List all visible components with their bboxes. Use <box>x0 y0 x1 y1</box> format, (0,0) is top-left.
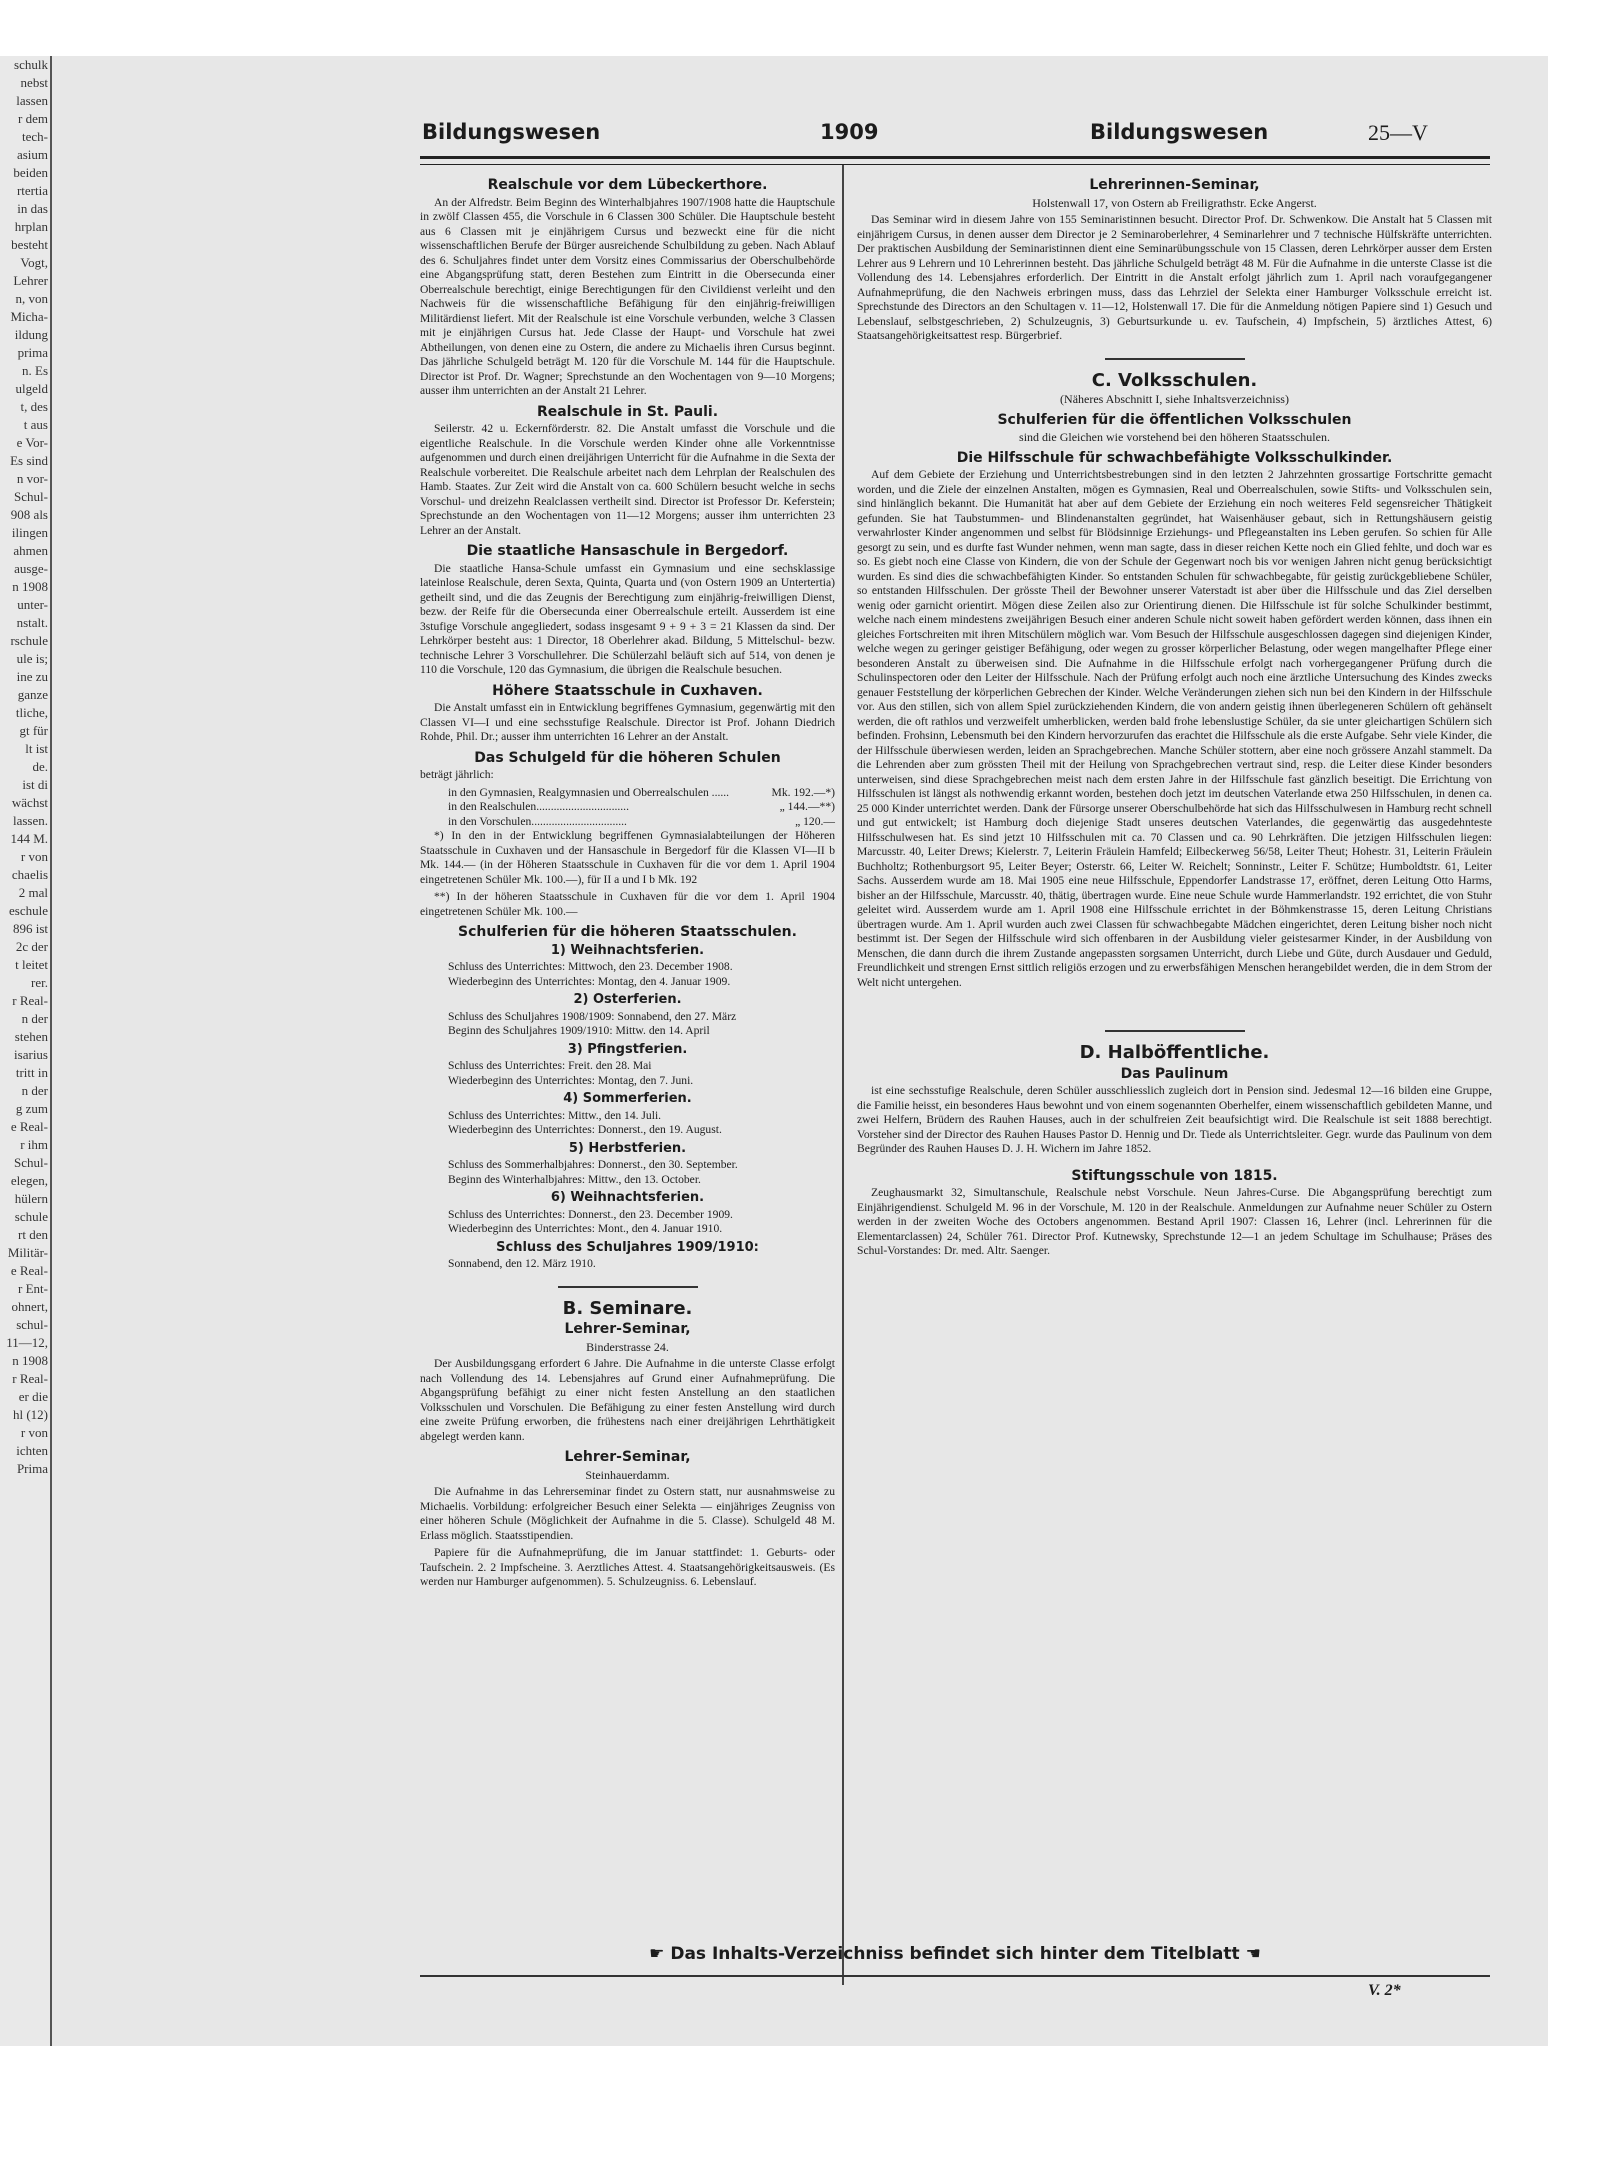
paulinum-text: ist eine sechsstufige Realschule, deren Schüler ausschliesslich zugleich dort in Pension sind. Jedesmal 12—16 bilden eine Gruppe, die Familie heisst, ein besonderes Haus bewohnt und von einem sogenannten Oberhelfer, einem wissenschaftlich gebildeten Manne, und zwei Helfern, Brüdern des Rauhen Hauses, auch in der schulfreien Zeit beaufsichtigt wird. Die Realschule ist seit 1888 berechtigt. Vorsteher sind der Director des Rauhen Hauses Pastor D. Hennig und Dr. Tiede als Unterrichtsleiter. Gegr. wurde das Paulinum von dem Begründer des Rauhen Hauses D. J. H. Wichern im Jahre 1852. <box>857 1084 1492 1155</box>
column-divider <box>842 165 844 1985</box>
header-year: 1909 <box>820 120 879 144</box>
volksschulen-heading: C. Volksschulen. <box>1091 369 1258 391</box>
strip-fragment: n der <box>21 1011 48 1026</box>
halboeffentliche-heading: D. Halböffentliche. <box>1079 1042 1270 1063</box>
strip-fragment: prima <box>17 345 48 360</box>
strip-fragment: n, von <box>15 291 48 306</box>
strip-fragment: n. Es <box>22 363 48 378</box>
holiday-date-line: Schluss des Unterrichtes: Freit. den 28. Mai <box>448 1059 652 1072</box>
strip-fragment: eschule <box>9 903 48 918</box>
seminar-paragraph: Der Ausbildungsgang erfordert 6 Jahre. Die Aufnahme in die unterste Classe erfolgt nach Vollendung des 14. Lebensjahres auf Grund einer Aufnahmeprüfung. Die Abgangsprüfung befähigt zu einer nicht festen Anstellung an den staatlichen Volksschulen und Vorschulen. Die Befähigung zu einer festen Anstellung wird durch eine zweite Prüfung erworben, die frühestens nach einer dreijährigen Lehrthätigkeit abgelegt werden kann. <box>420 1357 835 1443</box>
seminar-paragraph: Papiere für die Aufnahmeprüfung, die im Januar stattfindet: 1. Geburts- oder Taufschein. 2. 2 Impfscheine. 3. Aerztliches Attest. 4. Staatsangehörigkeitsausweis. (Es werden nur Hamburger aufgenommen). 5. Schulzeugniss. 6. Lebenslauf. <box>420 1546 835 1588</box>
right-column <box>857 172 1492 1262</box>
strip-fragment: Vogt, <box>20 255 48 270</box>
holiday-name: 6) Weihnachtsferien. <box>550 1190 705 1205</box>
strip-fragment: Schul- <box>14 1155 48 1170</box>
seminar-title: Lehrer-Seminar, <box>564 1449 691 1465</box>
header-page-number: 25—V <box>1368 120 1428 145</box>
fee-amount: „ 144.—**) <box>779 800 835 813</box>
strip-fragment: ilingen <box>11 525 48 540</box>
section-title: Die staatliche Hansaschule in Bergedorf. <box>466 543 789 559</box>
holiday-name: 4) Sommerferien. <box>563 1091 692 1106</box>
strip-fragment: 11—12, <box>6 1335 48 1350</box>
holiday-date-line: Wiederbeginn des Unterrichtes: Mont., den 4. Januar 1910. <box>448 1222 723 1235</box>
strip-fragment: e Real- <box>10 1119 48 1134</box>
strip-fragment: ausge- <box>14 561 48 576</box>
strip-fragment: ichten <box>16 1443 48 1458</box>
strip-fragment: asium <box>16 147 48 162</box>
strip-fragment: besteht <box>11 237 48 252</box>
strip-fragment: nstalt. <box>16 615 48 630</box>
strip-fragment: Es sind <box>10 453 48 468</box>
holiday-name: 2) Osterferien. <box>573 992 682 1007</box>
seminare-heading: B. Seminare. <box>562 1297 693 1319</box>
strip-fragment: t aus <box>23 417 48 432</box>
strip-fragment: e Vor- <box>16 435 48 450</box>
footer-notice <box>420 1944 1490 1964</box>
holiday-name: 3) Pfingstferien. <box>567 1041 688 1057</box>
fees-table <box>420 786 835 830</box>
section-title: Realschule in St. Pauli. <box>536 403 719 420</box>
strip-fragment: schulk <box>14 57 48 72</box>
section-paragraph: Die Anstalt umfasst ein in Entwicklung begriffenes Gymnasium, gegenwärtig mit den Classen VI—I und eine sechsstufige Realschule. Director ist Prof. Johann Diedrich Rohde, Phil. Dr.; ausser ihm unterrichten 16 Lehrer an der Anstalt. <box>420 701 835 743</box>
fee-row <box>420 800 835 815</box>
fee-footnote: **) In der höheren Staatsschule in Cuxhaven für die vor dem 1. April 1904 eingetretenen Schüler Mk. 100.— <box>420 890 835 918</box>
holiday-date-line: Beginn des Winterhalbjahres: Mittw., den 13. October. <box>448 1172 701 1186</box>
holiday-date-line: Schluss des Unterrichtes: Mittwoch, den 23. December 1908. <box>448 960 733 973</box>
holiday-date-line: Beginn des Schuljahres 1909/1910: Mittw. den 14. April <box>448 1024 710 1037</box>
holidays-title: Schulferien für die höheren Staatsschulen. <box>458 924 797 940</box>
left-column <box>420 172 835 1593</box>
strip-fragment: er die <box>18 1389 48 1404</box>
strip-fragment: n der <box>21 1083 48 1098</box>
fee-school-type: in den Vorschulen................................. <box>448 814 627 828</box>
strip-fragment: nebst <box>20 75 48 90</box>
strip-fragment: unter- <box>17 597 48 612</box>
strip-fragment: rschule <box>10 633 48 648</box>
strip-fragment: wächst <box>11 795 48 810</box>
strip-fragment: hülern <box>14 1191 48 1206</box>
seminar-address: Binderstrasse 24. <box>586 1339 669 1354</box>
fees-notes <box>420 829 835 919</box>
strip-fragment: r Real- <box>12 1371 48 1386</box>
strip-fragment: g zum <box>15 1101 48 1116</box>
strip-fragment: ule is; <box>16 651 48 666</box>
strip-fragment: n 1908 <box>12 1353 48 1368</box>
section-rule <box>1105 1030 1245 1032</box>
hilfsschule-text: Auf dem Gebiete der Erziehung und Unterrichtsbestrebungen sind in den letzten 2 Jahrzehnten grossartige Fortschritte gemacht worden, und die Ziele der einzelnen Anstalten, mögen es Gymnasien, Real und Oberrealschulen, sowie Stifts- und Volksschulen sein, sind hinlänglich bekannt. Die Humanität hat aber auf dem Gebiete der Erziehung ein noch weiteres Feld segensreicher Thätigkeit gefunden. Sie hat Taubstummen- und Blindenanstalten gegründet, hat Waisenhäuser gebaut, sich in Rettungshäusern geistig verwahrloster Kinder angenommen und selbst für Blödsinnige Erziehungs- und Pflegeanstalten ins Leben gerufen. So schien für Alle gesorgt zu sein, und es durfte fast Wunder nehmen, wenn man sagte, dass in dieser reichen Kette noch ein Glied fehlte, und doch war es so. Es giebt noch eine Classe von Kindern, die von der Schule der Gegenwart noch bis vor wenigen Jahren nicht genug berücksichtigt wurden. Es sind dies die schwachbefähigten Kinder. So entstanden Schulen für schwachbegabte, für geistig zurückgebliebene Schüler, so entstanden Hilfsschulen. Der grösste Theil der Bewohner unserer Vaterstadt ist aber über die Hilfsschule und das Ziel derselben wenig oder garnicht orientirt. Mögen diese Zeilen also zur Orientirung dienen. Die Hilfsschule ist für solche Schulkinder bestimmt, welche nach einem mindestens zweijährigen Besuch einer anderen Schule nicht soweit haben gefördert werden können, dass ihnen ein gleiches Fortschreiten mit ihren Mitschülern möglich war. Vom Besuch der Hilfsschule ausgeschlossen dagegen sind diejenigen Kinder, welche wegen zu geringer geistiger Befähigung, oder wegen zu grosser körperlicher Belastung, oder wegen mangelhafter Pflege einer besonderen Anstalt zu überweisen sind. Die Aufnahme in die Hilfsschule erfolgt nach vorhergegangener Prüfung durch die Schulinspectoren oder den Leiter der Hilfsschule. Nach der Prüfung erfolgt auch noch eine ärztliche Untersuchung des Kindes zwecks genauer Feststellung der körperlichen Gebrechen der Kinder. Welche Veränderungen ziehen sich nun bei den Kindern in der Hilfsschule vor. Aus den stillen, sich von allem Spiel zurückziehenden Kindern, die von andern geistig ihnen überlegeneren Schülern oft gehänselt werden, die oft rathlos und verzweifelt umherblicken, werden bald frohe lebenslustige Schüler, da sie unter gleichartigen Schülern sich befinden. Frohsinn, Lebensmuth bei den Kindern hervorzurufen das erachtet die Hilfsschule als die erste Aufgabe. Sehr viele Kinder, die der Hilfsschule überwiesen werden, leiden an Sprachgebrechen. Manche Schüler stottern, aber eine noch grössere Anzahl stammelt. Da die Lehrenden aber zum grössten Theil mit der Heilung von Sprachgebrechen vertraut sind, resp. die Leiter diese Kinder besonders unterweisen, sind diese Sprachgebrechen meist nach dem ersten Jahre in der Hilfsschule fast gänzlich beseitigt. Die Errichtung von Hilfsschulen ist längst als nothwendig erkannt worden, bestehen doch jetzt im deutschen Vaterlande etwa 250 Hilfsschulen, in denen ca. 25 000 Kinder unterrichtet werden. Dank der Fürsorge unserer Oberschulbehörde hat sich das Hilfsschulwesen in Hamburg recht schnell und gut entwickelt; ist Hamburg doch diejenige Stadt unseres deutschen Vaterlandes, die gegenwärtig das ausgedehnteste Hilfsschulwesen hat. Es sind jetzt 10 Hilfsschulen mit ca. 70 Classen und ca. 90 Lehrkräften. Die jetzigen Hilfsschulen liegen: Marcusstr. 40, Leiter Drews; Kielerstr. 7, Leiterin Fräulein Hamfeld; Eilbeckerweg 56/58, Leiter Theut; Hohestr. 31, Leiterin Fräulein Buchholtz; Rothenburgsort 95, Leiter Beyer; Osterstr. 66, Leiter W. Reichelt; Sonninstr., Leiter F. Schütze; Humboldtstr. 61, Leiter Sachs. Ausserdem wurde am 18. Mai 1905 eine neue Hilfsschule, Eppendorfer Landstrasse 17, eröffnet, deren Leitung Otto Harms, bisher an der Hilfsschule, Marcusstr. 40, thätig, übertragen wurde. Eine neue Schule wurde Hammerlandstr. 192 errichtet, die von Stuhr geleitet wird. Ausserdem wurde am 1. April 1908 eine Hilfsschule errichtet in der Böhmkenstrasse 15, deren Leitung Christians übertragen wurde. Am 1. April wurden auch zwei Classen für schwachbegabte Mädchen eingerichtet, deren Leitung bisher noch nicht bestimmt ist. Der Segen der Hilfsschule wird sich offenbaren in der Ausbildung vieler geistesarmer Kinder, in der Ausbildung von Menschen, die dann durch die ihrem Zustande angepassten sorgsamen Unterricht, durch Liebe und Güte, durch Ausdauer und Geduld, Freundlichkeit und strengen Ernst sittlich religiös erzogen und zu erwerbsfähigen Menschen herangebildet werden, die in dem Strom der Welt nicht untergehen. <box>857 468 1492 989</box>
strip-fragment: lt ist <box>25 741 48 756</box>
strip-fragment: r Real- <box>12 993 48 1008</box>
lehrerinnen-address: Holstenwall 17, von Ostern ab Freiligrathstr. Ecke Angerst. <box>1032 195 1317 210</box>
strip-fragment: rtertia <box>16 183 48 198</box>
fee-row <box>420 786 835 801</box>
strip-fragment: de. <box>32 759 48 774</box>
strip-fragment: 2c der <box>15 939 48 954</box>
strip-fragment: ist di <box>22 777 48 792</box>
section-rule <box>558 1286 698 1288</box>
strip-fragment: tech- <box>22 129 48 144</box>
strip-fragment: r dem <box>18 111 48 126</box>
strip-fragment: 908 als <box>10 507 48 522</box>
section-paragraph: Seilerstr. 42 u. Eckernförderstr. 82. Die Anstalt umfasst die Vorschule und die eigentliche Realschule. In die Vorschule werden Kinder ohne alle Vorkenntnisse aufgenommen und durch einen dreijährigen Unterricht für die Aufnahme in die Sexta der Realschule vorbereitet. Die Realschule arbeitet nach dem Lehrplan der Realschulen des Hamb. Staates. Zur Zeit wird die Anstalt von ca. 600 Schülern besucht welche in sechs Vorschul- und dreizehn Realclassen vertheilt sind. Director ist Professor Dr. Keferstein; Sprechstunde an den Wochentagen von 11—12 Morgens; ausser ihm unterrichten 23 Lehrer an der Anstalt. <box>420 422 835 537</box>
strip-fragment: rer. <box>31 975 48 990</box>
strip-fragment: ganze <box>17 687 48 702</box>
strip-fragment: r Ent- <box>18 1281 48 1296</box>
section-title: Höhere Staatsschule in Cuxhaven. <box>492 682 763 699</box>
section-rule <box>1105 358 1245 360</box>
holidays-list <box>420 944 835 1237</box>
strip-fragment: ohnert, <box>11 1299 48 1314</box>
holiday-name: 1) Weihnachtsferien. <box>550 942 705 958</box>
strip-fragment: ildung <box>14 327 48 342</box>
strip-fragment: stehen <box>14 1029 48 1044</box>
seminare-list <box>420 1322 835 1590</box>
left-page-strip <box>0 56 52 2046</box>
fee-amount: „ 120.— <box>795 814 835 828</box>
strip-fragment: elegen, <box>10 1173 48 1188</box>
strip-fragment: gt für <box>19 723 48 738</box>
stiftungsschule-title: Stiftungsschule von 1815. <box>1071 1167 1278 1184</box>
holiday-date-line: Wiederbeginn des Unterrichtes: Donnerst., den 19. August. <box>448 1123 722 1136</box>
strip-fragment: hrplan <box>14 219 48 234</box>
holiday-date-line: Wiederbeginn des Unterrichtes: Montag, den 7. Juni. <box>448 1073 694 1087</box>
header-rule <box>420 156 1490 165</box>
strip-fragment: beiden <box>13 165 48 180</box>
strip-fragment: e Real- <box>10 1263 48 1278</box>
strip-fragment: r ihm <box>20 1137 48 1152</box>
holiday-name: 5) Herbstferien. <box>568 1140 687 1156</box>
header-right-title: Bildungswesen <box>1090 120 1269 144</box>
strip-fragment: ulgeld <box>15 381 48 396</box>
holiday-date-line: Schluss des Sommerhalbjahres: Donnerst., den 30. September. <box>448 1158 738 1171</box>
strip-fragment: 144 M. <box>10 831 48 846</box>
section-paragraph: Die staatliche Hansa-Schule umfasst ein Gymnasium und eine sechsklassige lateinlose Realschule, deren Sexta, Quinta, Quarta und (von Ostern 1909 an Untertertia) getheilt sind, und die das Zeugnis der Berechtigung zum einjährig-freiwilligen Dienst, bezw. der Reife für die Obersecunda einer Oberrealschule erteilt. Ausserdem ist eine 3stufige Vorschule angegliedert, sodass insgesamt 9 + 9 + 3 = 21 Klassen da sind. Der Lehrkörper besteht aus: 1 Director, 18 Oberlehrer akad. Bildung, 5 Mittelschul- bezw. technische Lehrer 3 Vorschullehrer. Die Schülerzahl beläuft sich auf 514, von denen je 110 die Vorschule, 120 das Gymnasium, die übrigen die Realschule besuchen. <box>420 561 835 676</box>
strip-fragment: rt den <box>18 1227 48 1242</box>
realschulen-sections <box>420 178 835 745</box>
fee-school-type: in den Realschulen................................ <box>448 800 629 813</box>
strip-fragment: chaelis <box>11 867 48 882</box>
section-title: Realschule vor dem Lübeckerthore. <box>487 177 768 193</box>
strip-fragment: ine zu <box>16 669 48 684</box>
holiday-date-line: Schluss des Schuljahres 1908/1909: Sonnabend, den 27. März <box>448 1009 737 1023</box>
strip-fragment: Lehrer <box>13 273 48 288</box>
fee-amount: Mk. 192.—*) <box>771 785 835 799</box>
volksschulen-note: (Näheres Abschnitt I, siehe Inhaltsverzeichniss) <box>1060 392 1289 406</box>
strip-fragment: Schul- <box>14 489 48 504</box>
hilfsschule-title: Die Hilfsschule für schwachbefähigte Volksschulkinder. <box>956 449 1393 466</box>
strip-fragment: lassen <box>16 93 48 108</box>
strip-fragment: tritt in <box>15 1065 48 1080</box>
page-marker: V. 2* <box>1368 1982 1401 1999</box>
stiftungsschule-text: Zeughausmarkt 32, Simultanschule, Realschule nebst Vorschule. Neun Jahres-Curse. Die Abgangsprüfung berechtigt zum Einjährigendienst. Schulgeld M. 96 in der Vorschule, M. 120 in der Realschule. Anmeldungen zur Aufnahme neuer Schüler zu Ostern werden in der zweiten Woche des Octobers angenommen. Bestand April 1907: Classen 16, Lehrer (incl. Lehrerinnen für die Elementarclassen) 24, Schüler 761. Director Prof. Kutnewsky, Sprechstunde 12—1 an jedem Schultage im Schulhause; Präses des Schul-Vorstandes: Dr. med. Altr. Saenger. <box>857 1186 1492 1257</box>
seminar-paragraph: Die Aufnahme in das Lehrerseminar findet zu Ostern statt, nur ausnahmsweise zu Michaelis. Vorbildung: erfolgreicher Besuch einer Selekta — einjähriges Zeugniss von einer höheren Schule (Möglichkeit der Aufnahme in die 5. Classe). Schulgeld 48 M. Erlass möglich. Staatsstipendien. <box>420 1485 835 1542</box>
holiday-date-line: Schluss des Unterrichtes: Mittw., den 14. Juli. <box>448 1108 662 1122</box>
strip-fragment: schule <box>14 1209 48 1224</box>
strip-fragment: Prima <box>16 1461 48 1476</box>
school-year-end-title: Schluss des Schuljahres 1909/1910: <box>496 1239 759 1255</box>
seminar-title: Lehrer-Seminar, <box>564 1321 691 1337</box>
strip-fragment: schul- <box>16 1317 48 1332</box>
section-paragraph: An der Alfredstr. Beim Beginn des Winterhalbjahres 1907/1908 hatte die Hauptschule in zwölf Classen 455, die Vorschule in 6 Classen 300 Schüler. Die Hauptschule besteht aus 6 Classen mit je einjährigem Cursus und bezweckt eine für die nicht wissenschaftlichen Berufe der Bürger ausreichende Schulbildung zu geben. Nach Ablauf des 6. Schuljahres findet unter dem Vorsitz eines Commissarius der Oberschulbehörde eine Abgangsprüfung statt, deren Bestehen zum Eintritt in die Obersecunda einer Oberrealschule berechtigt, einige Berechtigungen für den Civildienst verleiht und den Nachweis für die wissenschaftliche Befähigung für den einjährig-freiwilligen Militärdienst liefert. Mit der Realschule ist eine Vorschule verbunden, welche 3 Classen mit je einjährigen Cursus hat. Jede Classe der Haupt- und Vorschule hat zwei Abtheilungen, von denen eine zu Ostern, die andere zu Michaelis ihren Cursus beginnt. Das jährliche Schulgeld beträgt M. 120 für die Vorschule M. 144 für die Hauptschule. Director ist Prof. Dr. Wagner; Sprechstunde an den Wochentagen von 9—10 Morgens; ausser ihm unterrichten an der Anstalt 21 Lehrer. <box>420 195 835 397</box>
strip-fragment: t, des <box>20 399 48 414</box>
fee-footnote: *) In den in der Entwicklung begriffenen Gymnasialabteilungen der Höheren Staatsschule in Cuxhaven und der Hansaschule in Bergedorf für die Klassen VI—II b Mk. 144.— (in der Höheren Staatsschule in Cuxhaven für die vor dem 1. April 1904 eingetretenen Schüler Mk. 100.—), für II a und I b Mk. 192 <box>420 829 835 886</box>
strip-fragment: lassen. <box>12 813 48 828</box>
strip-fragment: hl (12) <box>12 1407 48 1422</box>
fees-intro: beträgt jährlich: <box>420 768 494 781</box>
strip-fragment: tliche, <box>15 705 48 720</box>
holiday-date-line: Schluss des Unterrichtes: Donnerst., den 23. December 1909. <box>448 1207 733 1221</box>
strip-fragment: r von <box>20 849 48 864</box>
school-year-end-date: Sonnabend, den 12. März 1910. <box>448 1257 596 1270</box>
strip-fragment: n vor- <box>16 471 48 486</box>
strip-fragment: r von <box>20 1425 48 1440</box>
strip-fragment: 2 mal <box>18 885 48 900</box>
fee-school-type: in den Gymnasien, Realgymnasien und Oberrealschulen ...... <box>448 785 730 799</box>
strip-fragment: t leitet <box>15 957 48 972</box>
seminar-address: Steinhauerdamm. <box>585 1467 670 1482</box>
page-header <box>420 120 1490 150</box>
lehrerinnen-title: Lehrerinnen-Seminar, <box>1089 177 1260 193</box>
paulinum-title: Das Paulinum <box>1120 1065 1229 1082</box>
fee-row <box>420 815 835 830</box>
strip-fragment: 896 ist <box>12 921 48 936</box>
lehrerinnen-text: Das Seminar wird in diesem Jahre von 155 Seminaristinnen besucht. Director Prof. Dr. Schwenkow. Die Anstalt hat 5 Classen mit einjährigem Cursus, in denen ausser dem Director je 2 Seminaroberlehrer, 4 Seminarlehrer und 7 technische Hülfskräfte unterrichten. Der praktischen Ausbildung der Seminaristinnen dient eine Seminarübungsschule von 15 Classen, deren Lehrkörper ausser dem Ersten Lehrer aus 9 Lehrern und 10 Lehrerinnen besteht. Das jährliche Schulgeld beträgt 48 M. Für die Aufnahme in die unterste Classe ist die Vollendung des 14. Lebensjahres erforderlich. Der Eintritt in die Anstalt erfolgt jährlich zum 1. April nach voraufgegangener Aufnahmeprüfung, die den Nachweis erbringen muss, dass das Lehrziel der Selekta einer Hamburger Volksschule erreicht ist. Sprechstunde des Directors an den Schultagen v. 11—12, Holstenwall 17. Die für die Anmeldung nötigen Papiere sind 1) Gesuch und Lebenslauf, selbstgeschrieben, 2) Schulzeugnis, 3) Geburtsurkunde u. ev. Taufschein, 4) Impfschein, 5) ärztliches Attest, 6) Staatsangehörigkeitsattest resp. Bürgerbrief. <box>857 213 1492 342</box>
volksschulen-ferien-text: sind die Gleichen wie vorstehend bei den höheren Staatsschulen. <box>1019 430 1330 444</box>
strip-fragment: in das <box>17 201 48 216</box>
strip-fragment: ahmen <box>13 543 48 558</box>
header-left-title: Bildungswesen <box>422 120 601 144</box>
strip-fragment: Militär- <box>7 1245 48 1260</box>
strip-fragment: n 1908 <box>12 579 48 594</box>
pointing-hand-left-icon: ☚ <box>1245 1944 1261 1964</box>
holiday-date-line: Wiederbeginn des Unterrichtes: Montag, den 4. Januar 1909. <box>448 974 731 988</box>
footer-rule <box>420 1975 1490 1977</box>
pointing-hand-icon: ☛ <box>649 1944 671 1964</box>
strip-fragment: Micha- <box>10 309 48 324</box>
fees-title: Das Schulgeld für die höheren Schulen <box>474 749 781 766</box>
volksschulen-ferien-title: Schulferien für die öffentlichen Volksschulen <box>997 411 1352 428</box>
footer-notice-text: Das Inhalts-Verzeichniss befindet sich hinter dem Titelblatt <box>670 1944 1240 1964</box>
strip-fragment: isarius <box>14 1047 48 1062</box>
